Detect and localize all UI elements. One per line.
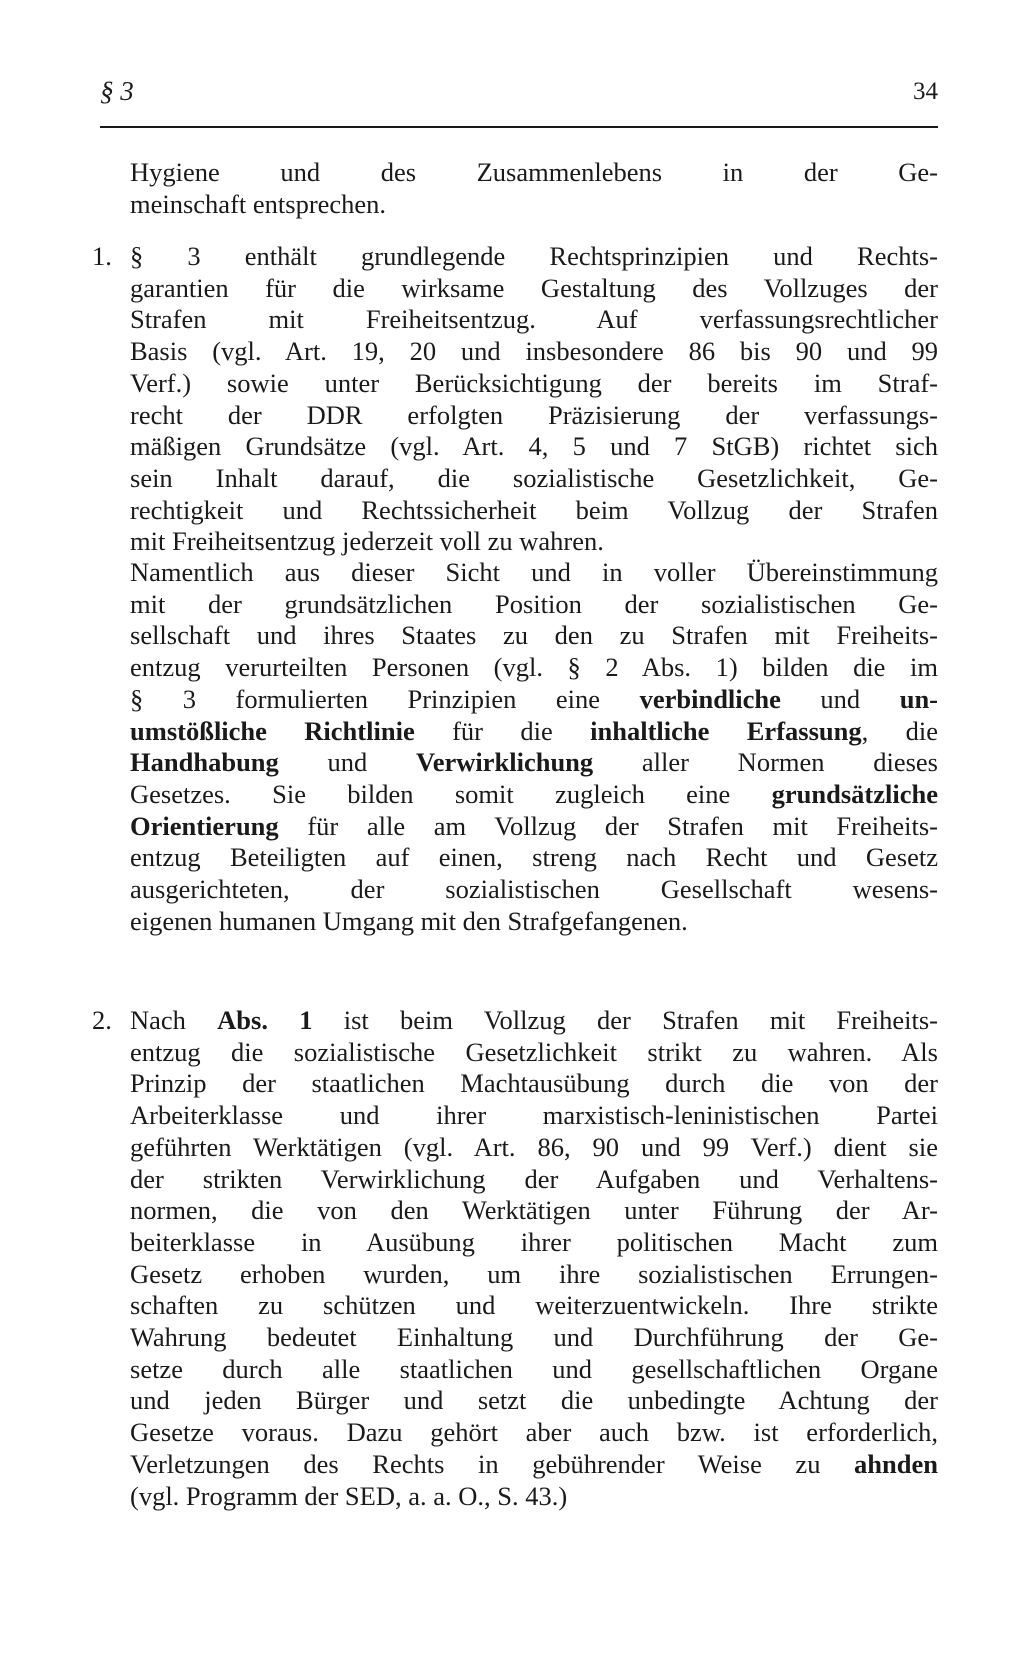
intro-paragraph — [130, 157, 938, 220]
text-segment: § 3 formulierten Prinzipien eine — [130, 683, 640, 714]
section-label: § 3 — [100, 76, 134, 106]
text-segment: Verletzungen des Rechts in gebührender Weise zu — [130, 1448, 855, 1479]
text-segment: , die — [861, 715, 938, 746]
text-line: Hygiene und des Zusammenlebens in der Ge- — [130, 157, 938, 187]
item-1-paragraph-2 — [130, 557, 938, 937]
page-number: 34 — [913, 78, 938, 105]
text-line: eigenen humanen Umgang mit den Strafgefangenen. — [130, 905, 688, 936]
text-line: § 3 enthält grundlegende Rechtsprinzipien und Rechts- — [130, 241, 938, 271]
item-number-2: 2. — [92, 1005, 112, 1035]
text-line: und jeden Bürger und setzt die unbedingte Achtung der — [130, 1385, 938, 1416]
text-line: mit der grundsätzlichen Position der sozialistischen Ge- — [130, 588, 938, 619]
item-1-paragraph-1 — [130, 241, 938, 558]
text-segment: für alle am Vollzug der Strafen mit Freiheits- — [278, 810, 938, 841]
text-line — [130, 811, 938, 843]
text-line — [130, 1449, 938, 1481]
text-line: Strafen mit Freiheitsentzug. Auf verfassungsrechtlicher — [130, 304, 938, 335]
text-segment: aller Normen dieses — [593, 747, 938, 778]
text-line: beiterklasse in Ausübung ihrer politischen Macht zum — [130, 1226, 938, 1257]
text-line — [130, 716, 938, 748]
text-line — [130, 1005, 938, 1037]
text-line: setze durch alle staatlichen und gesellschaftlichen Organe — [130, 1353, 938, 1384]
emphasis-text: ahnden — [854, 1448, 938, 1479]
text-segment: Gesetzes. Sie bilden somit zugleich eine — [130, 778, 772, 809]
item-2-paragraph — [130, 1005, 938, 1512]
text-line: der strikten Verwirklichung der Aufgaben und Verhaltens- — [130, 1163, 938, 1194]
text-line — [130, 779, 938, 811]
text-line: sellschaft und ihres Staates zu den zu Strafen mit Freiheits- — [130, 620, 938, 651]
text-line: Basis (vgl. Art. 19, 20 und insbesondere 86 bis 90 und 99 — [130, 336, 938, 367]
emphasis-text: inhaltliche Erfassung — [590, 715, 862, 746]
emphasis-text: grundsätzliche — [771, 778, 938, 809]
text-line: recht der DDR erfolgten Präzisierung der verfassungs- — [130, 399, 938, 430]
text-segment: ist beim Vollzug der Strafen mit Freiheits- — [312, 1005, 938, 1035]
text-line: entzug die sozialistische Gesetzlichkeit strikt zu wahren. Als — [130, 1036, 938, 1067]
emphasis-text: umstößliche Richtlinie — [130, 715, 415, 746]
text-line: normen, die von den Werktätigen unter Führung der Ar- — [130, 1195, 938, 1226]
emphasis-text: verbindliche — [639, 683, 781, 714]
text-line: mit Freiheitsentzug jederzeit voll zu wahren. — [130, 526, 604, 557]
text-line: rechtigkeit und Rechtssicherheit beim Vollzug der Strafen — [130, 494, 938, 525]
text-line: geführten Werktätigen (vgl. Art. 86, 90 und 99 Verf.) dient sie — [130, 1131, 938, 1162]
text-line: sein Inhalt darauf, die sozialistische Gesetzlichkeit, Ge- — [130, 462, 938, 493]
text-line: Namentlich aus dieser Sicht und in voller Übereinstimmung — [130, 557, 938, 587]
text-line: Wahrung bedeutet Einhaltung und Durchführung der Ge- — [130, 1322, 938, 1353]
text-line: meinschaft entsprechen. — [130, 188, 387, 219]
text-line: ausgerichteten, der sozialistischen Gesellschaft wesens- — [130, 874, 938, 905]
text-segment: und — [780, 683, 900, 714]
text-line: (vgl. Programm der SED, a. a. O., S. 43.) — [130, 1480, 568, 1511]
text-line: Arbeiterklasse und ihrer marxistisch-leninistischen Partei — [130, 1100, 938, 1131]
text-line: Verf.) sowie unter Berücksichtigung der bereits im Straf- — [130, 367, 938, 398]
emphasis-text: Abs. 1 — [217, 1005, 313, 1035]
text-line: entzug Beteiligten auf einen, streng nach Recht und Gesetz — [130, 842, 938, 873]
text-line — [130, 684, 938, 716]
header-rule — [100, 126, 938, 128]
text-line: Gesetz erhoben wurden, um ihre sozialistischen Errungen- — [130, 1258, 938, 1289]
text-line: Gesetze voraus. Dazu gehört aber auch bzw. ist erforderlich, — [130, 1417, 938, 1448]
text-segment: und — [278, 747, 416, 778]
emphasis-text: Orientierung — [130, 810, 279, 841]
text-line: schaften zu schützen und weiterzuentwickeln. Ihre strikte — [130, 1290, 938, 1321]
page-header — [100, 76, 938, 120]
text-line: mäßigen Grundsätze (vgl. Art. 4, 5 und 7 StGB) richtet sich — [130, 431, 938, 462]
item-number-1: 1. — [92, 241, 112, 271]
text-line — [130, 747, 938, 779]
text-line: entzug verurteilten Personen (vgl. § 2 Abs. 1) bilden die im — [130, 652, 938, 683]
text-line: garantien für die wirksame Gestaltung des Vollzuges der — [130, 272, 938, 303]
emphasis-text: Verwirklichung — [415, 747, 594, 778]
emphasis-text: un- — [899, 683, 939, 714]
text-segment: für die — [414, 715, 591, 746]
text-line: Prinzip der staatlichen Machtausübung durch die von der — [130, 1068, 938, 1099]
text-segment: Nach — [130, 1005, 218, 1035]
emphasis-text: Handhabung — [130, 747, 279, 778]
